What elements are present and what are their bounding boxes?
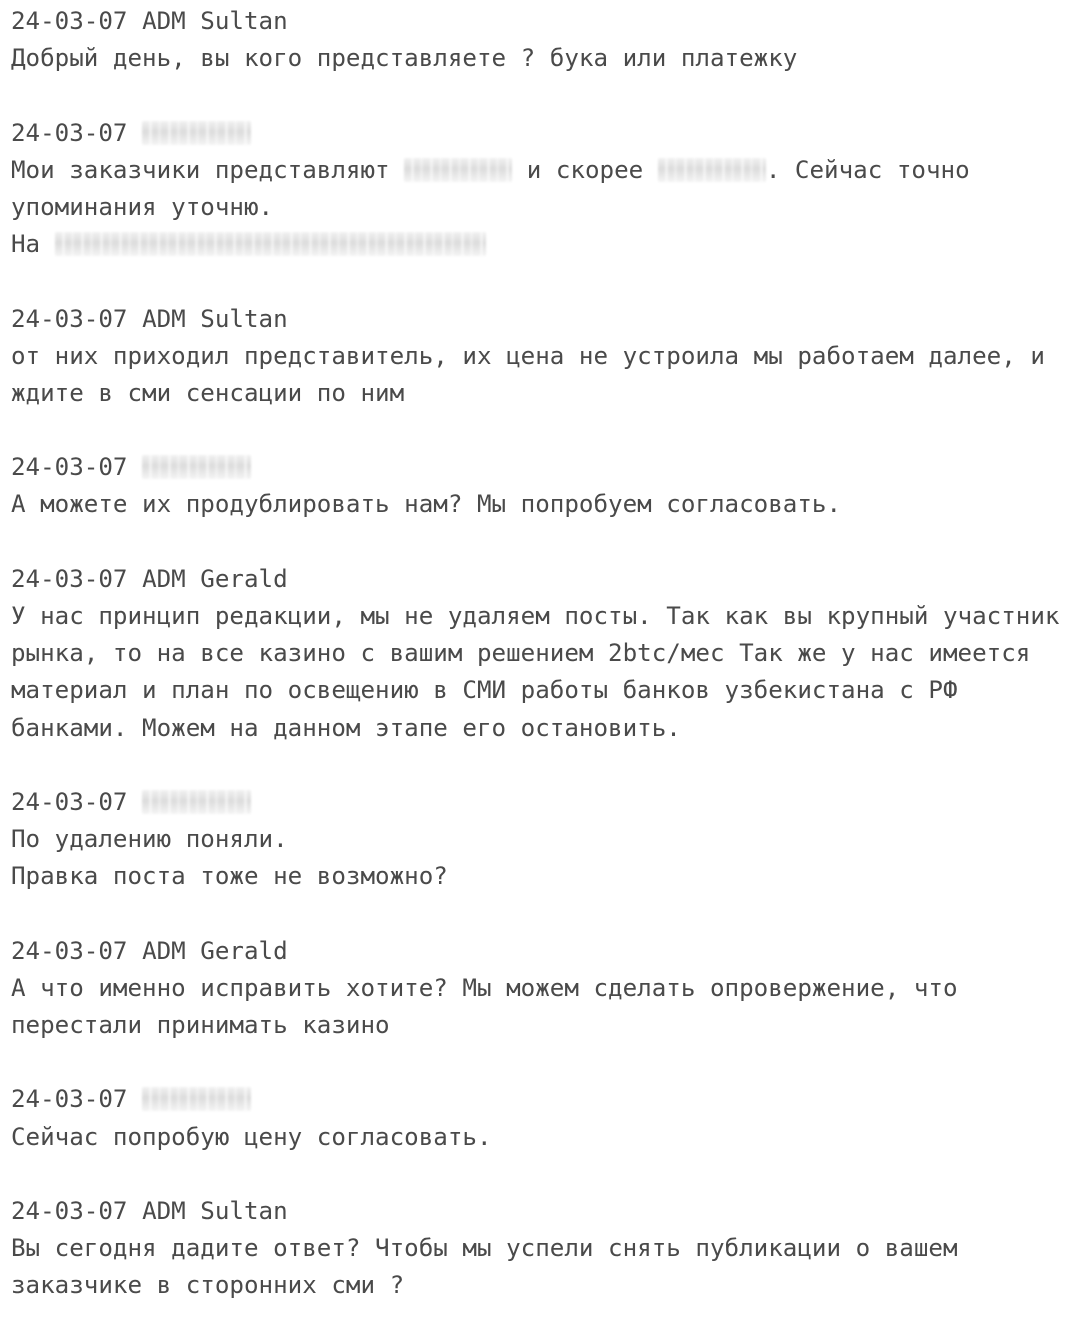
redacted-author [142, 790, 251, 814]
message-text: А можете их продублировать нам? Мы попробуем согласовать. [11, 490, 842, 519]
message-header [11, 301, 1065, 338]
message-date: 24-03-07 [11, 7, 128, 35]
chat-message [11, 1193, 1065, 1305]
message-text: перестали принимать казино [11, 1011, 390, 1040]
message-header [11, 3, 1065, 40]
message-date: 24-03-07 [11, 453, 128, 482]
message-text: и скорее [512, 155, 658, 184]
message-text-line [11, 1119, 1065, 1156]
message-text-line [11, 189, 1065, 226]
message-text-line [11, 1007, 1065, 1044]
message-header [11, 561, 1065, 598]
chat-message [11, 3, 1065, 77]
message-text-line [11, 970, 1065, 1007]
chat-message [11, 561, 1065, 747]
message-header [11, 115, 1065, 152]
message-text: А что именно исправить хотите? Мы можем сделать опровержение, что [11, 973, 958, 1002]
redacted-author [142, 455, 251, 479]
message-text-line [11, 635, 1065, 672]
message-text: материал и план по освещению в СМИ работы банков узбекистана с РФ [11, 676, 958, 705]
redacted-author [142, 121, 251, 145]
chat-transcript [11, 3, 1065, 1342]
message-date: 24-03-07 [11, 1197, 128, 1225]
message-header [11, 784, 1065, 821]
message-header [11, 933, 1065, 970]
message-text: У нас принцип редакции, мы не удаляем посты. Так как вы крупный участник [11, 602, 1060, 630]
message-text-line [11, 858, 1065, 895]
message-text: банками. Можем на данном этапе его остановить. [11, 713, 681, 742]
message-text-line [11, 152, 1065, 189]
message-text-line [11, 672, 1065, 709]
redacted-text [658, 158, 766, 182]
message-text: По удалению поняли. [11, 825, 288, 854]
message-author: ADM Sultan [142, 304, 288, 333]
chat-message [11, 784, 1065, 896]
chat-message [11, 301, 1065, 413]
message-text-line [11, 598, 1065, 635]
message-header [11, 1081, 1065, 1118]
message-text-line [11, 375, 1065, 412]
message-text-line [11, 486, 1065, 523]
message-header [11, 1193, 1065, 1230]
redacted-text [55, 232, 486, 256]
message-text: На [11, 230, 55, 259]
message-text-line [11, 821, 1065, 858]
message-text: заказчике в сторонних сми ? [11, 1271, 405, 1300]
message-date: 24-03-07 [11, 1085, 128, 1114]
message-text: Вы сегодня дадите ответ? Чтобы мы успели снять публикации о вашем [11, 1234, 958, 1263]
message-text: . Сейчас точно [765, 155, 970, 184]
message-header [11, 449, 1065, 486]
chat-message [11, 1081, 1065, 1155]
message-text-line [11, 226, 1065, 263]
redacted-text [404, 158, 512, 182]
chat-message [11, 449, 1065, 523]
chat-message [11, 115, 1065, 264]
message-text: Добрый день, вы кого представляете ? бука или платежку [11, 44, 798, 73]
message-text: Сейчас попробую цену согласовать. [11, 1122, 492, 1151]
message-text-line [11, 40, 1065, 77]
message-text-line [11, 710, 1065, 747]
message-author: ADM Sultan [142, 7, 288, 35]
message-text: рынка, то на все казино с вашим решением 2btc/мес Так же у нас имеется [11, 639, 1031, 668]
message-author: ADM Sultan [142, 1197, 288, 1225]
message-text: упоминания уточню. [11, 192, 274, 221]
message-date: 24-03-07 [11, 787, 128, 816]
chat-message [11, 933, 1065, 1045]
message-text-line [11, 1267, 1065, 1304]
message-text-line [11, 338, 1065, 375]
message-date: 24-03-07 [11, 936, 128, 965]
message-text: от них приходил представитель, их цена не устроила мы работаем далее, и [11, 341, 1045, 370]
message-author: ADM Gerald [142, 936, 288, 965]
message-author: ADM Gerald [142, 564, 288, 593]
message-date: 24-03-07 [11, 118, 128, 147]
message-text-line [11, 1230, 1065, 1267]
redacted-author [142, 1087, 251, 1111]
message-date: 24-03-07 [11, 564, 128, 593]
message-text: ждите в сми сенсации по ним [11, 378, 405, 407]
message-text: Правка поста тоже не возможно? [11, 862, 448, 891]
message-date: 24-03-07 [11, 304, 128, 333]
message-text: Мои заказчики представляют [11, 155, 405, 184]
